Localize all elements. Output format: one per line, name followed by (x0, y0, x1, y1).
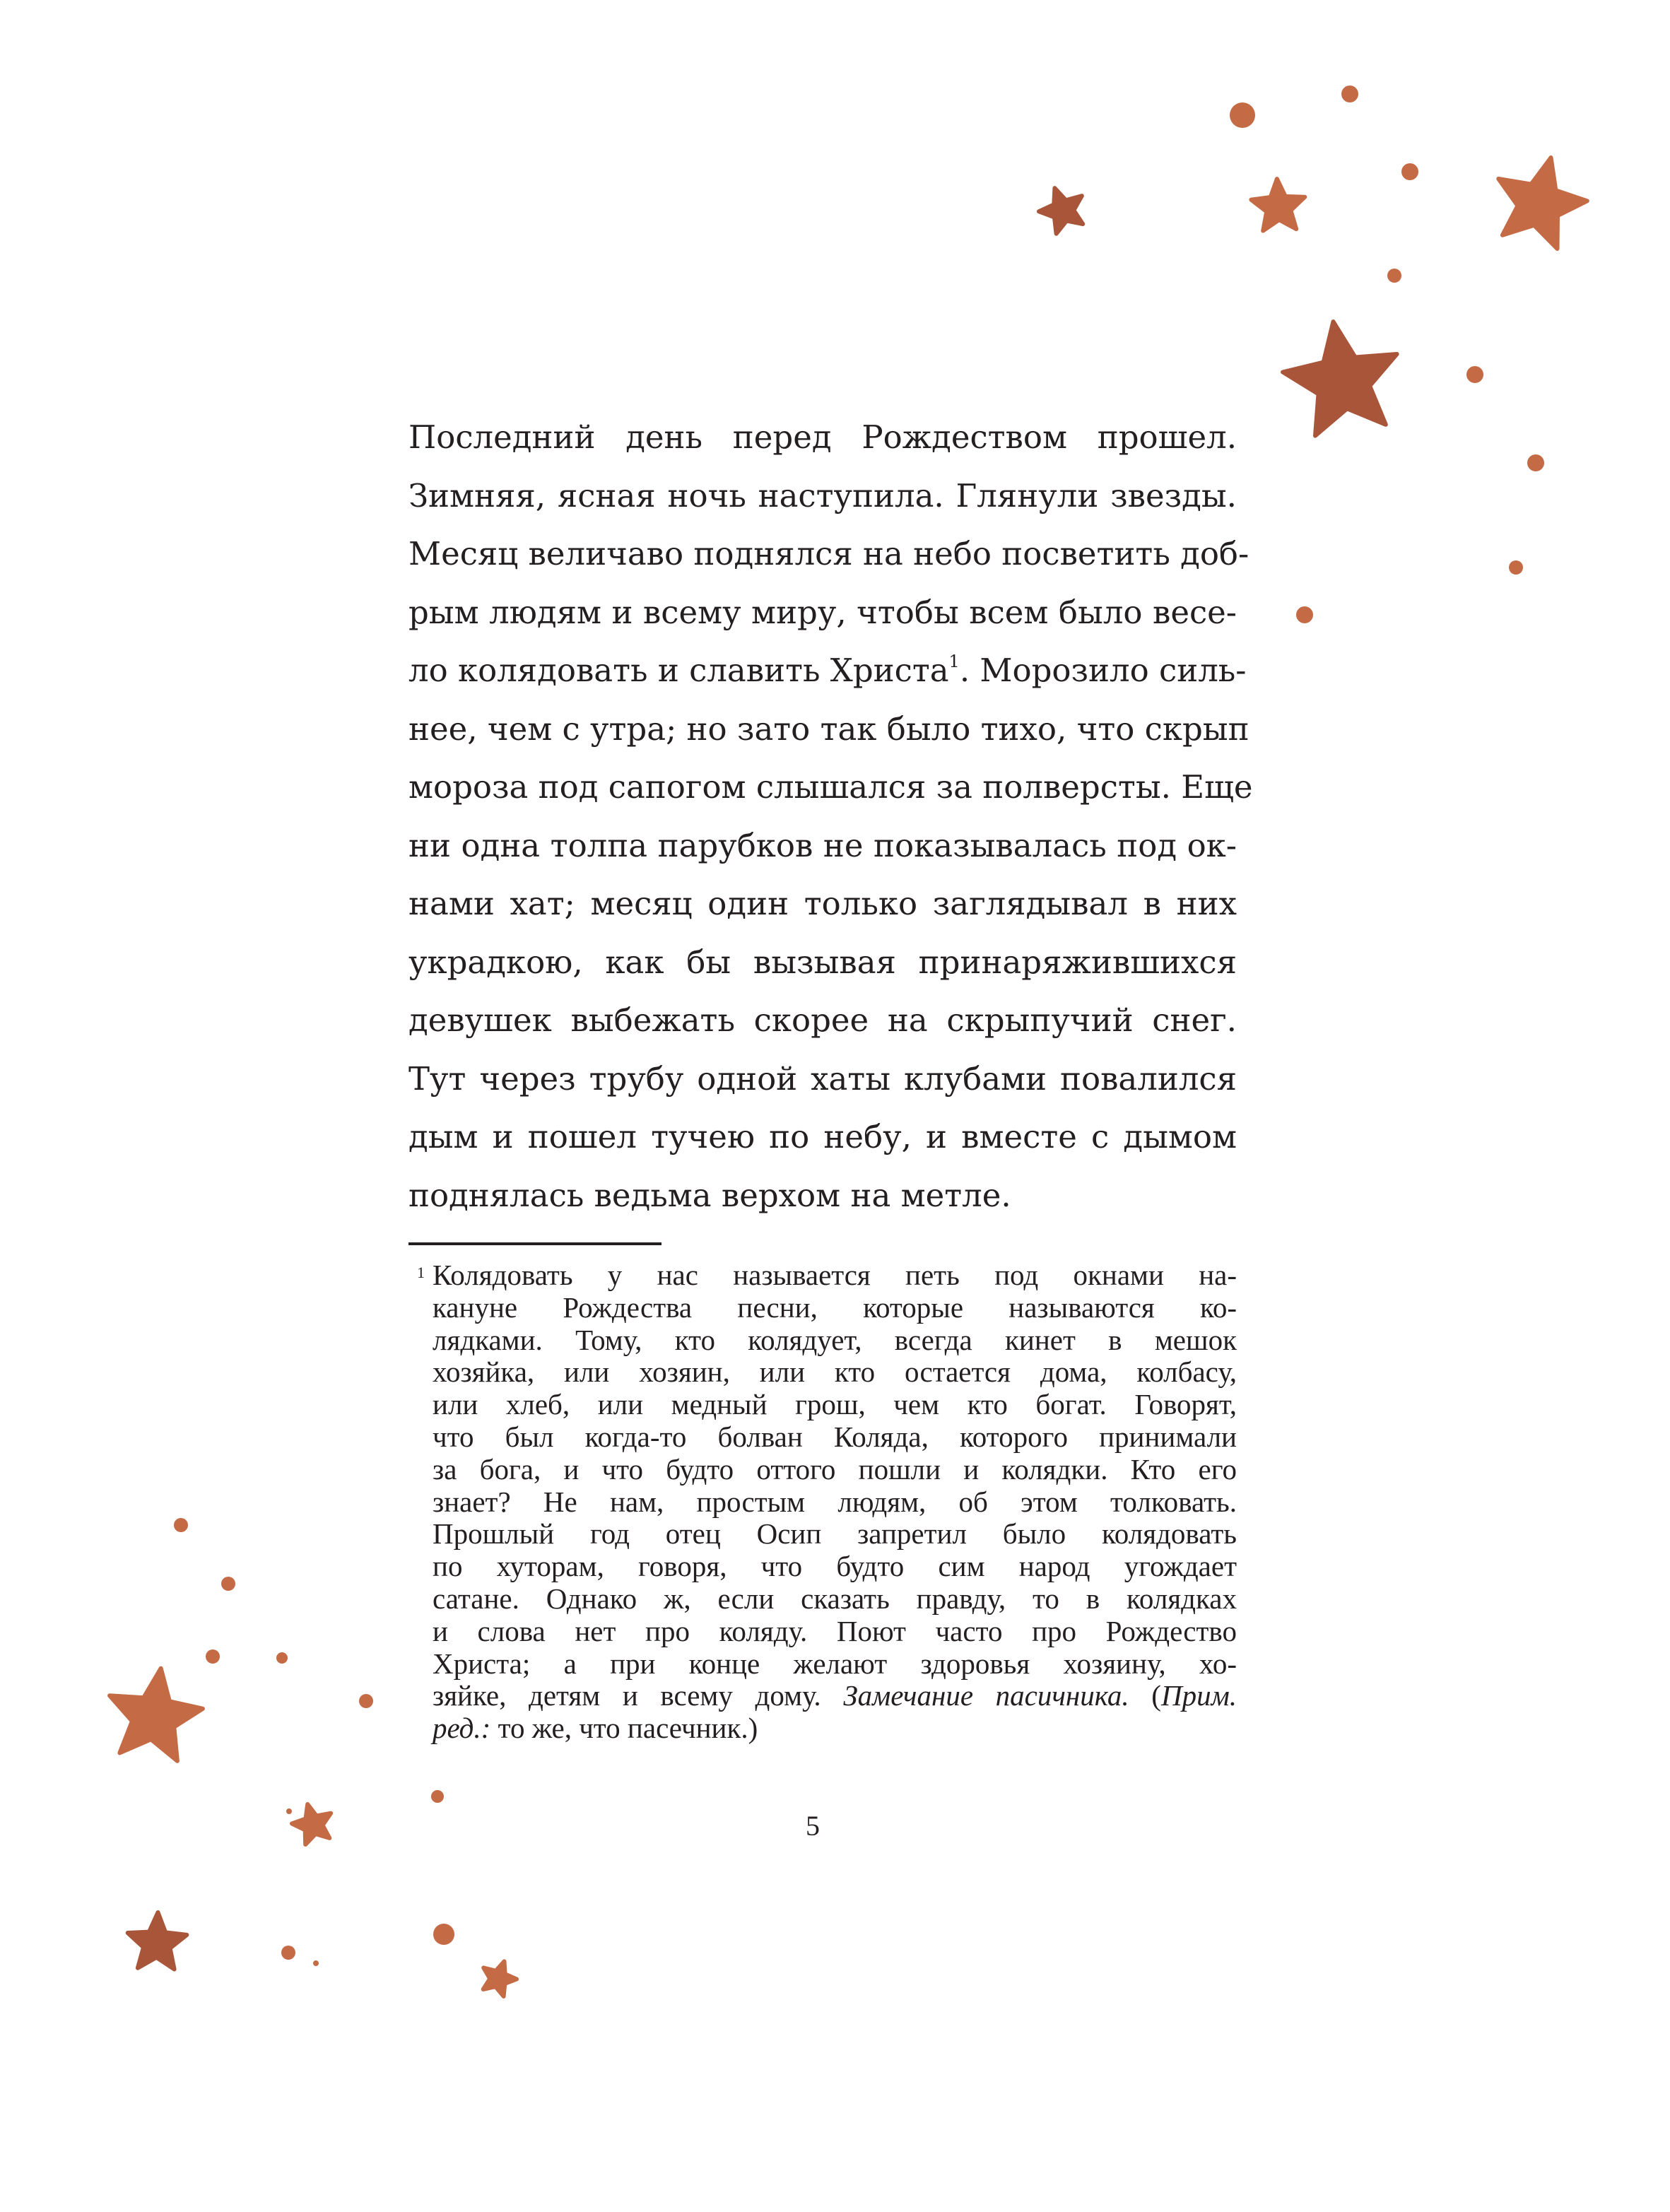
attribution-italic: Замечание пасичника. (843, 1679, 1129, 1712)
dot-icon (160, 1702, 170, 1712)
text-line: ни одна толпа парубков не показывалась под ок- (408, 826, 1237, 864)
footnote-line: и слова нет про коляду. Поют часто про Рождество (433, 1614, 1237, 1647)
footnote-line (433, 1712, 1237, 1745)
footnote-separator (408, 1242, 661, 1245)
dot-icon (1401, 163, 1418, 180)
footnote-line (433, 1680, 1237, 1712)
text-line: мороза под сапогом слышался за полверсты. Еще (408, 768, 1253, 806)
text-segment: Колядовать у нас называется петь под окнами на- (433, 1259, 1237, 1291)
text-segment: . Морозило силь- (959, 652, 1247, 689)
dot-icon (1296, 606, 1313, 623)
main-paragraph (408, 408, 1253, 1225)
text-segment: зяйке, детям и всему дому. (433, 1679, 844, 1712)
dot-icon (359, 1694, 373, 1708)
footnote-number: 1 (417, 1264, 425, 1281)
dot-icon (313, 1960, 319, 1966)
dot-icon (1527, 454, 1544, 471)
footnote-line: лядками. Тому, кто колядует, всегда кинет в мешок (433, 1323, 1237, 1356)
footnote-line: знает? Не нам, простым людям, об этом толковать. (433, 1485, 1237, 1518)
text-line: девушек выбежать скорее на скрыпучий снег. (408, 1001, 1237, 1039)
star-icon (1498, 158, 1587, 249)
dot-icon (1230, 102, 1255, 128)
star-icon (128, 1912, 187, 1970)
dot-icon (221, 1577, 235, 1591)
text-segment: то же, что пасечник.) (490, 1712, 758, 1745)
footnote-line: за бога, и что будто оттого пошли и колядки. Кто его (433, 1452, 1237, 1486)
text-line: Тут через трубу одной хаты клубами повалился (408, 1059, 1237, 1098)
footnote-line: Христа; а при конце желают здоровья хозяину, хо- (433, 1647, 1237, 1680)
text-line: нее, чем с утра; но зато так было тихо, что скрып (408, 710, 1249, 748)
text-line: Последний день перед Рождеством прошел. (408, 418, 1237, 456)
star-icon (483, 1961, 517, 1996)
dot-icon (286, 1808, 292, 1814)
star-icon (1039, 188, 1083, 234)
dot-icon (1387, 269, 1401, 283)
text-line: дым и пошел тучею по небу, и вместе с дымом (408, 1118, 1237, 1155)
footnote-line: хозяйка, или хозяин, или кто остается дома, колбасу, (433, 1355, 1237, 1389)
footnote-reference[interactable]: 1 (948, 652, 960, 671)
text-line: украдкою, как бы вызывая принаряжившихся (408, 943, 1237, 981)
editor-note-italic: ред.: (433, 1712, 491, 1745)
dot-icon (431, 1790, 444, 1803)
text-line: поднялась ведьма верхом на метле. (408, 1176, 1011, 1214)
dot-icon (174, 1518, 188, 1532)
footnote-line: по хуторам, говоря, что будто сим народ угождает (433, 1550, 1237, 1583)
footnote-line: что был когда-то болван Коляда, которого принимали (433, 1420, 1237, 1453)
dot-icon (206, 1649, 220, 1664)
footnote (417, 1259, 1237, 1745)
footnote-line: кануне Рождества песни, которые называются ко- (433, 1290, 1237, 1324)
star-icon (1251, 179, 1305, 230)
text-line-with-footnote-ref (408, 642, 1247, 700)
star-icon (292, 1804, 331, 1845)
footnote-line: Прошлый год отец Осип запретил было колядовать (433, 1517, 1237, 1551)
dot-icon (433, 1924, 454, 1945)
text-line: рым людям и всему миру, чтобы всем было весе- (408, 593, 1237, 631)
text-segment: ( (1129, 1679, 1161, 1712)
text-line: Зимняя, ясная ночь наступила. Глянули звезды. (408, 476, 1237, 514)
footnote-line: или хлеб, или медный грош, чем кто богат. Говорят, (433, 1388, 1237, 1421)
footnote-line (417, 1259, 1237, 1292)
dot-icon (1509, 560, 1523, 575)
dot-icon (276, 1652, 288, 1664)
page-number: 5 (806, 1810, 820, 1842)
footnote-line: сатане. Однако ж, если сказать правду, то в колядках (433, 1582, 1237, 1615)
star-icon (1283, 322, 1397, 435)
dot-icon (1341, 86, 1358, 102)
star-icon (110, 1669, 203, 1761)
text-line: нами хат; месяц один только заглядывал в них (408, 885, 1237, 922)
dot-icon (1466, 366, 1483, 383)
text-line: Месяц величаво поднялся на небо посветить доб- (408, 535, 1249, 572)
text-segment: ло колядовать и славить Христа (408, 652, 949, 689)
editor-note-italic: Прим. (1160, 1679, 1237, 1712)
dot-icon (281, 1946, 295, 1960)
